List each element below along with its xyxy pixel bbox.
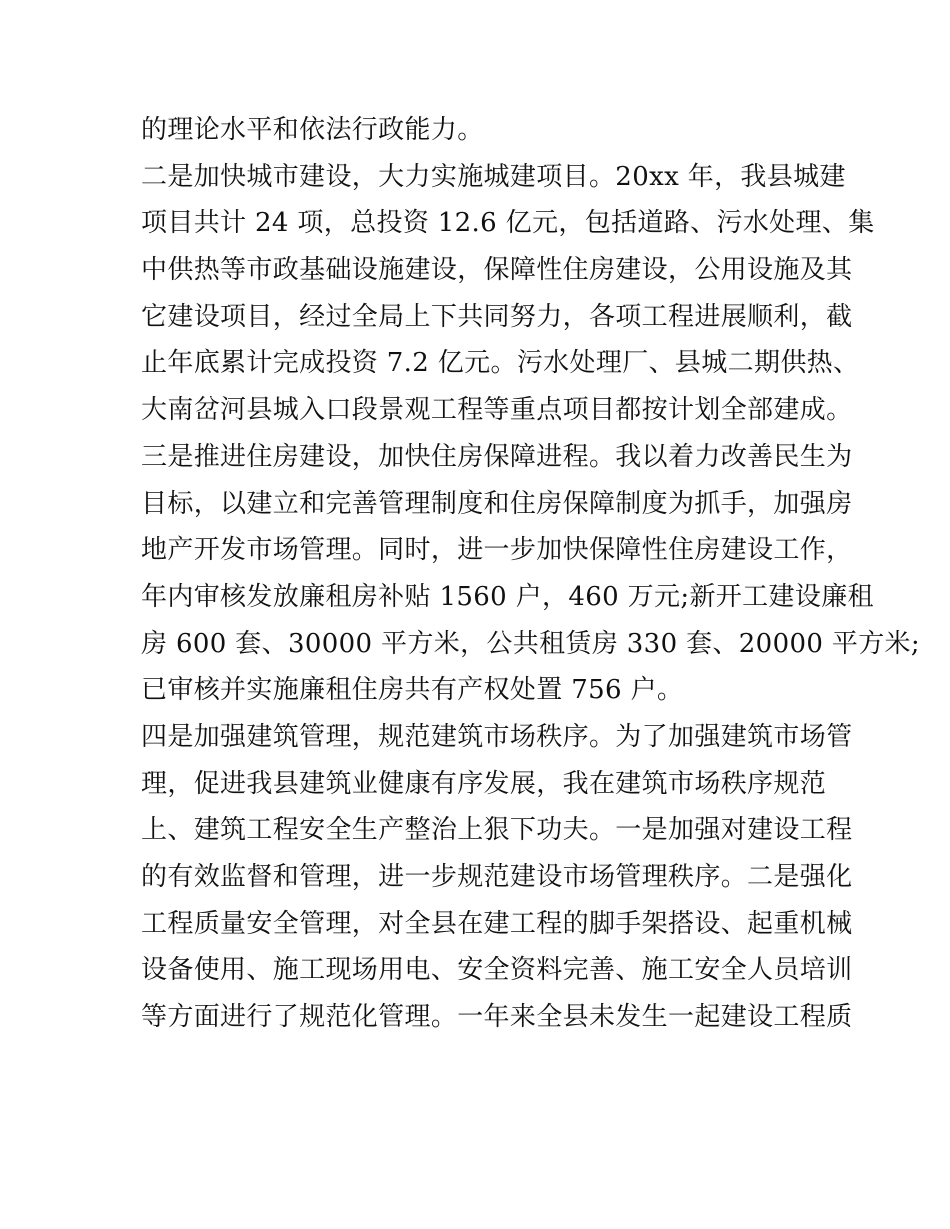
text-line: 理，促进我县建筑业健康有序发展，我在建筑市场秩序规范 — [141, 768, 827, 799]
text-line: 设备使用、施工现场用电、安全资料完善、施工安全人员培训 — [141, 955, 853, 986]
text-line: 中供热等市政基础设施建设，保障性住房建设，公用设施及其 — [141, 255, 853, 286]
text-line: 地产开发市场管理。同时，进一步加快保障性住房建设工作， — [141, 535, 853, 566]
text-line: 的有效监督和管理，进一步规范建设市场管理秩序。二是强化 — [141, 862, 853, 892]
text-line: 四是加强建筑管理，规范建筑市场秩序。为了加强建筑市场管 — [141, 721, 853, 752]
text-line: 上、建筑工程安全生产整治上狠下功夫。一是加强对建设工程 — [141, 815, 853, 846]
text-line: 年内审核发放廉租房补贴 1560 户，460 万元;新开工建设廉租 — [141, 581, 874, 612]
text-line: 三是推进住房建设，加快住房保障进程。我以着力改善民生为 — [141, 441, 853, 472]
text-line: 项目共计 24 项，总投资 12.6 亿元，包括道路、污水处理、集 — [141, 208, 875, 239]
body-text — [141, 107, 921, 1041]
text-line: 工程质量安全管理，对全县在建工程的脚手架搭设、起重机械 — [141, 908, 853, 939]
text-line: 大南岔河县城入口段景观工程等重点项目都按计划全部建成。 — [141, 395, 853, 426]
text-line: 房 600 套、30000 平方米，公共租赁房 330 套、20000 平方米; — [141, 628, 921, 659]
text-line: 已审核并实施廉租住房共有产权处置 756 户。 — [141, 675, 684, 706]
text-line: 二是加快城市建设，大力实施城建项目。20xx 年，我县城建 — [141, 161, 846, 192]
text-line: 的理论水平和依法行政能力。 — [141, 115, 484, 145]
text-line: 止年底累计完成投资 7.2 亿元。污水处理厂、县城二期供热、 — [141, 348, 860, 379]
text-line: 它建设项目，经过全局上下共同努力，各项工程进展顺利，截 — [141, 301, 853, 332]
text-line: 目标，以建立和完善管理制度和住房保障制度为抓手，加强房 — [141, 488, 853, 519]
text-line: 等方面进行了规范化管理。一年来全县未发生一起建设工程质 — [141, 1002, 853, 1033]
